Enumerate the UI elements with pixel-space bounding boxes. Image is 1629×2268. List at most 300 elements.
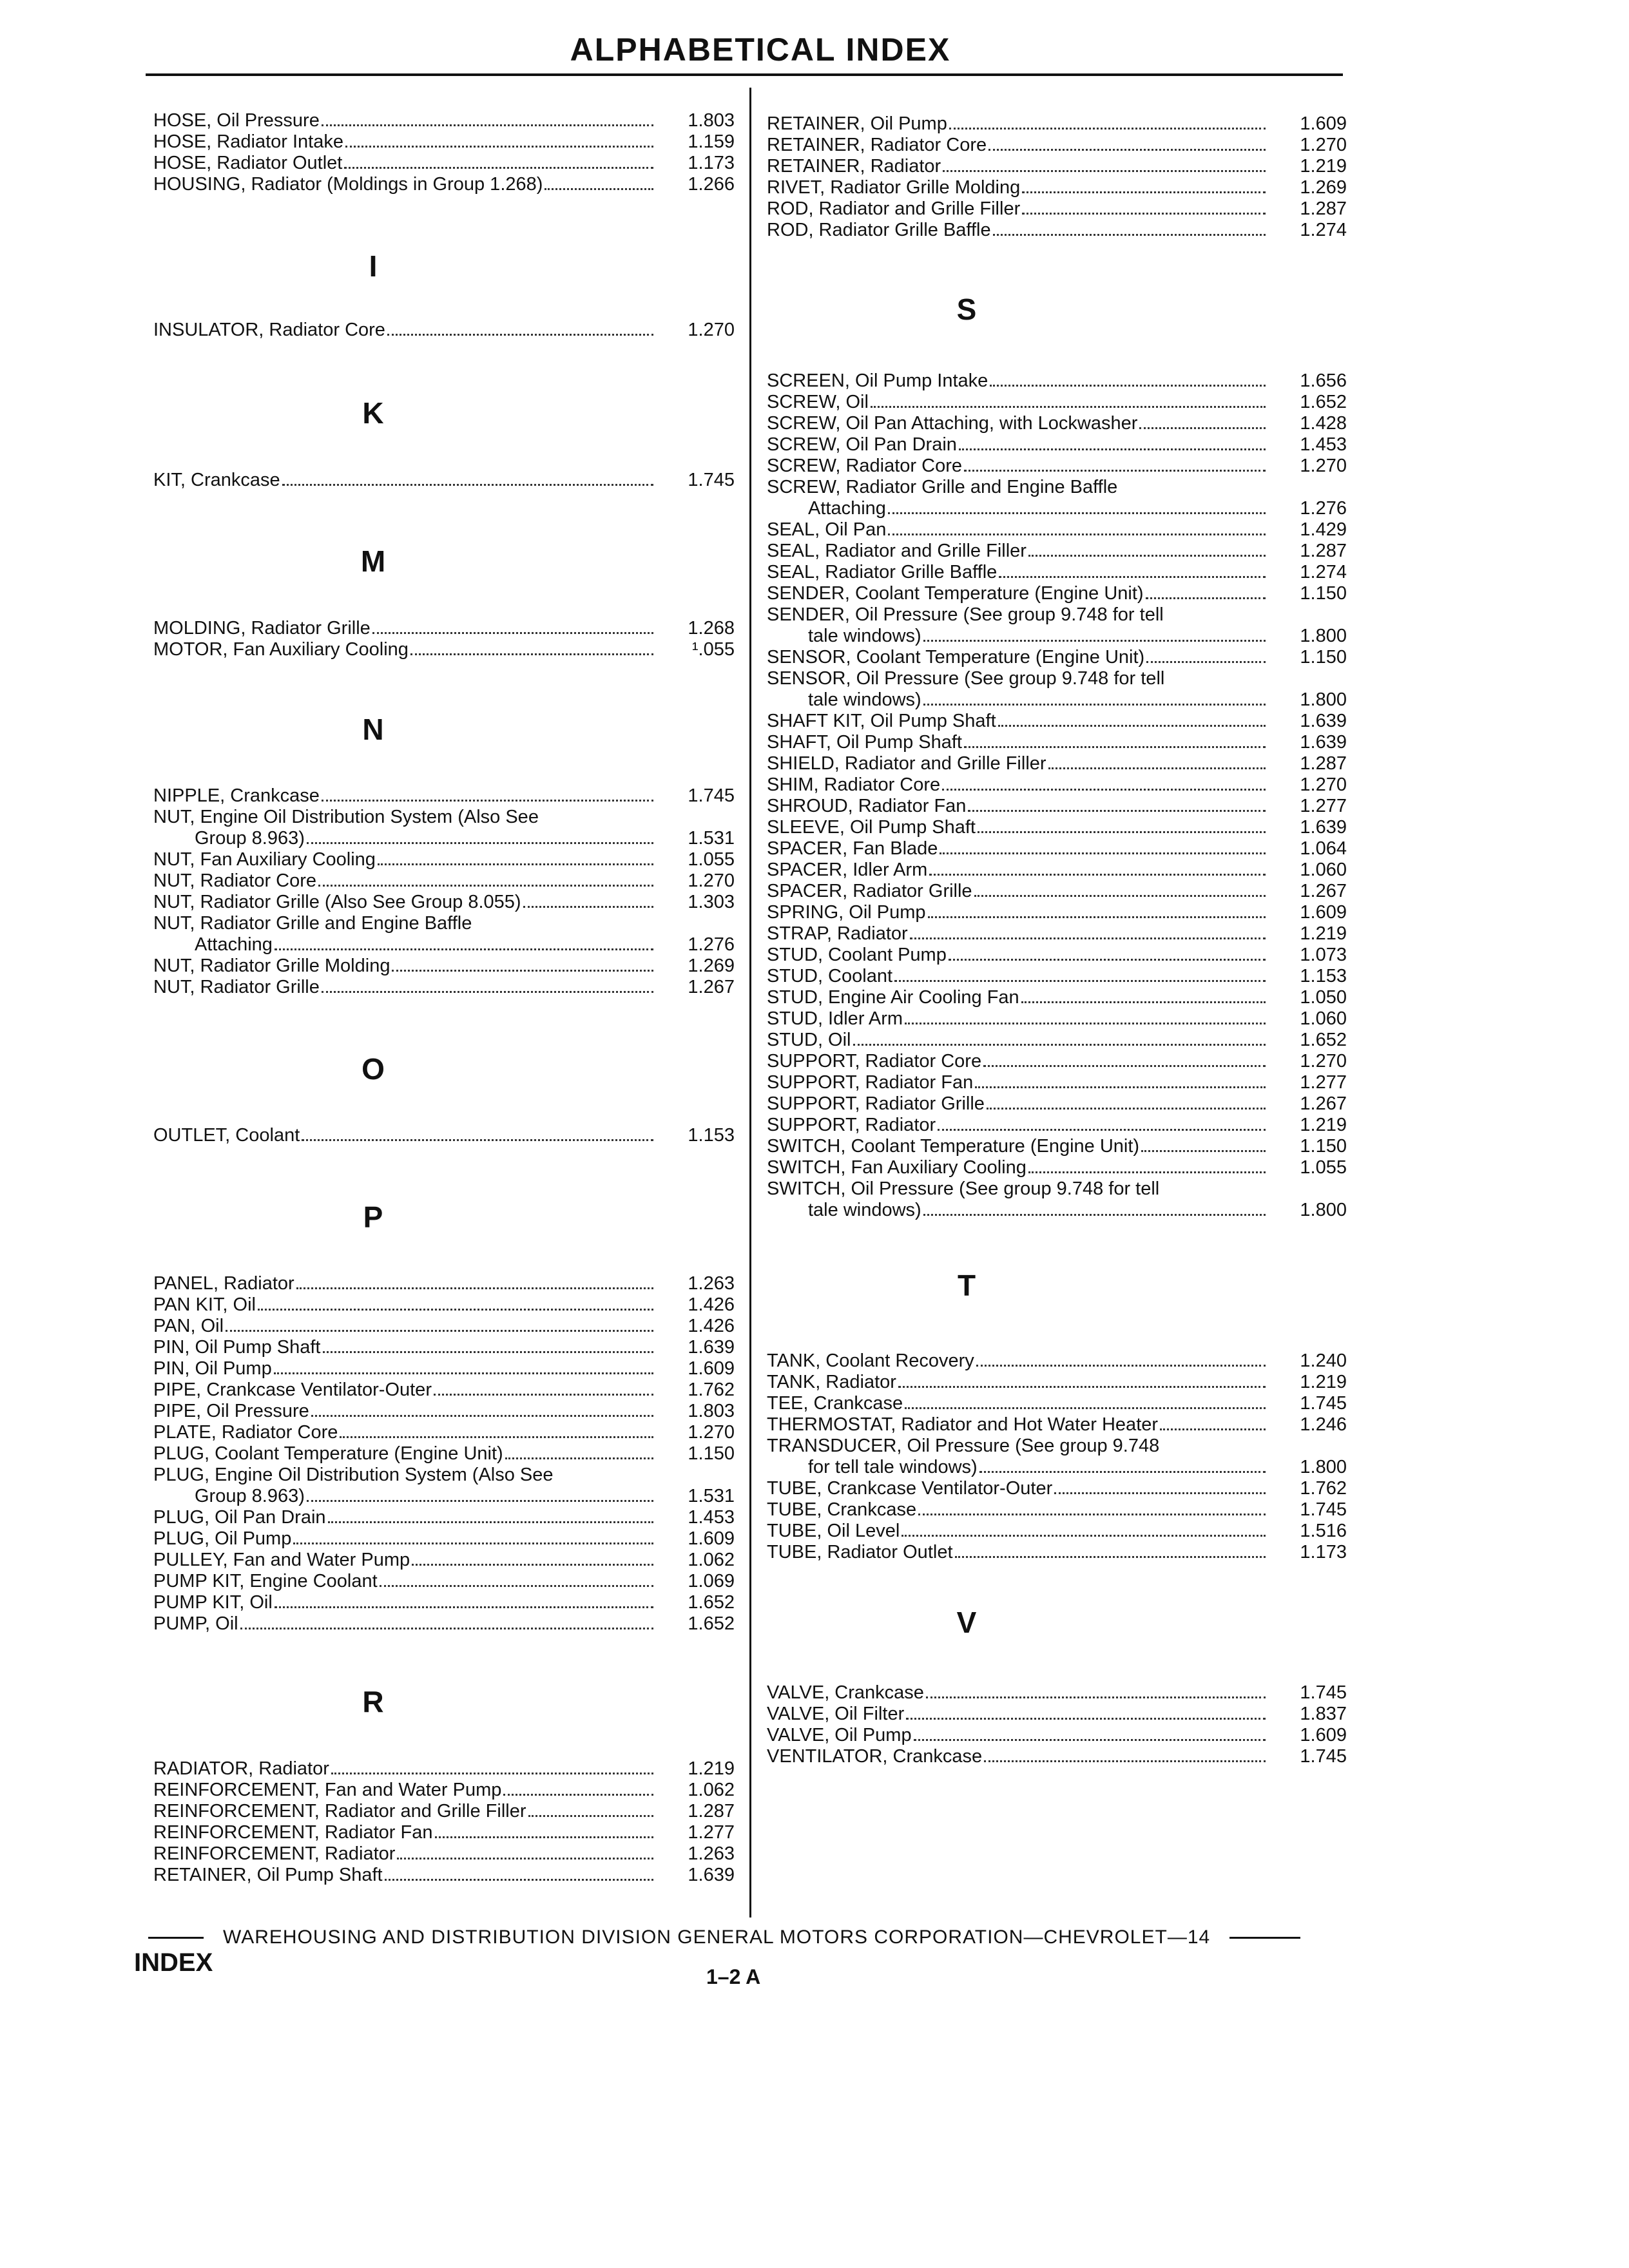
- entry-label: Group 8.963): [195, 828, 305, 849]
- index-entry-shaft-oil-pump-shaft: [767, 731, 1347, 753]
- index-entry-rod-radiator-grille-baffle: [767, 219, 1347, 241]
- entry-label: PLATE, Radiator Core: [153, 1422, 338, 1443]
- entry-label: SENDER, Coolant Temperature (Engine Unit): [767, 583, 1144, 604]
- entry-page-ref: 1.270: [1300, 135, 1347, 155]
- dot-leader: [387, 334, 653, 336]
- dot-leader: [923, 704, 1266, 706]
- entry-label: NUT, Radiator Grille (Also See Group 8.055): [153, 892, 521, 912]
- entry-page-ref: 1.159: [688, 131, 735, 152]
- entry-label: PLUG, Oil Pan Drain: [153, 1507, 326, 1528]
- entry-page-ref: 1.652: [1300, 392, 1347, 412]
- entry-label: REINFORCEMENT, Radiator and Grille Filler: [153, 1801, 526, 1821]
- entry-page-ref: 1.073: [1300, 945, 1347, 965]
- column-divider: [749, 88, 751, 1917]
- entry-page-ref: 1.453: [688, 1507, 735, 1528]
- index-entry-pin-oil-pump: [153, 1358, 735, 1379]
- index-entry-plug-engine-oil-distribution-system-also-see: [153, 1464, 735, 1486]
- dot-leader: [901, 1535, 1266, 1537]
- dot-leader: [296, 1287, 653, 1289]
- entry-label: SCREW, Oil Pan Drain: [767, 434, 957, 455]
- entry-page-ref: 1.269: [1300, 177, 1347, 198]
- dot-leader: [959, 448, 1266, 450]
- entry-label: SLEEVE, Oil Pump Shaft: [767, 817, 976, 838]
- entry-page-ref: 1.270: [688, 870, 735, 891]
- dot-leader: [929, 874, 1266, 876]
- index-entry-shaft-kit-oil-pump-shaft: [767, 710, 1347, 732]
- index-entry-panel-radiator: [153, 1273, 735, 1294]
- entry-label: PLUG, Engine Oil Distribution System (Also See: [153, 1465, 554, 1485]
- index-entry-stud-idler-arm: [767, 1008, 1347, 1030]
- dot-leader: [987, 1108, 1266, 1110]
- section-letter-s: S: [956, 293, 977, 326]
- entry-label: NUT, Radiator Core: [153, 870, 317, 891]
- entry-label: VALVE, Oil Pump: [767, 1725, 912, 1745]
- entry-label: PLUG, Coolant Temperature (Engine Unit): [153, 1443, 503, 1464]
- dot-leader: [523, 906, 653, 908]
- dot-leader: [322, 124, 653, 126]
- entry-label: SHAFT KIT, Oil Pump Shaft: [767, 711, 996, 731]
- entry-page-ref: 1.274: [1300, 562, 1347, 582]
- entry-label: NUT, Engine Oil Distribution System (Also See: [153, 807, 539, 827]
- entry-page-ref: 1.429: [1300, 519, 1347, 540]
- entry-page-ref: 1.277: [1300, 796, 1347, 816]
- index-entry-tube-crankcase: [767, 1499, 1347, 1521]
- index-entry-pulley-fan-and-water-pump: [153, 1549, 735, 1571]
- dot-leader: [914, 1739, 1266, 1741]
- dot-leader: [1146, 661, 1266, 663]
- entry-label: STUD, Engine Air Cooling Fan: [767, 987, 1019, 1008]
- entry-label: SCREW, Oil Pan Attaching, with Lockwasher: [767, 413, 1138, 434]
- dot-leader: [435, 1836, 654, 1838]
- dot-leader: [894, 980, 1266, 982]
- index-entry-radiator-radiator: [153, 1758, 735, 1780]
- entry-label: HOSE, Oil Pressure: [153, 110, 320, 131]
- footer-dash-right: [1229, 1937, 1300, 1939]
- index-entry-tee-crankcase: [767, 1392, 1347, 1414]
- entry-label: TEE, Crankcase: [767, 1393, 903, 1414]
- index-entry-plate-radiator-core: [153, 1421, 735, 1443]
- index-entry-valve-oil-filter: [767, 1703, 1347, 1725]
- footer: [148, 1925, 1327, 1950]
- dot-leader: [1160, 1428, 1266, 1430]
- index-entry-sensor-oil-pressure-see-group-9-748-for-tell: [767, 668, 1347, 689]
- index-entry-spacer-fan-blade: [767, 838, 1347, 860]
- index-entry-ventilator-crankcase: [767, 1745, 1347, 1767]
- dot-leader: [979, 1471, 1266, 1473]
- index-entry-switch-oil-pressure-see-group-9-748-for-tell: [767, 1178, 1347, 1200]
- dot-leader: [385, 1879, 653, 1881]
- entry-label: PUMP KIT, Oil: [153, 1592, 273, 1613]
- entry-label: PIPE, Crankcase Ventilator-Outer: [153, 1379, 432, 1400]
- entry-page-ref: 1.745: [1300, 1499, 1347, 1520]
- index-entry-outlet-coolant: [153, 1124, 735, 1146]
- dot-leader: [323, 1351, 654, 1353]
- entry-page-ref: 1.219: [1300, 156, 1347, 177]
- dot-leader: [923, 1214, 1266, 1216]
- index-entry-shield-radiator-and-grille-filler: [767, 753, 1347, 774]
- page-title: ALPHABETICAL INDEX: [570, 32, 951, 68]
- entry-page-ref: 1.150: [1300, 647, 1347, 668]
- dot-leader: [318, 885, 653, 887]
- entry-label: OUTLET, Coolant: [153, 1125, 300, 1146]
- entry-page-ref: 1.069: [688, 1571, 735, 1591]
- entry-page-ref: 1.531: [688, 1486, 735, 1506]
- entry-label: RETAINER, Oil Pump: [767, 113, 947, 134]
- dot-leader: [412, 1564, 653, 1566]
- entry-page-ref: 1.270: [1300, 774, 1347, 795]
- dot-leader: [990, 385, 1266, 387]
- index-entry-nut-radiator-grille-molding: [153, 955, 735, 977]
- index-entry-seal-radiator-and-grille-filler: [767, 540, 1347, 562]
- entry-page-ref: 1.428: [1300, 413, 1347, 434]
- entry-label: SCREW, Radiator Grille and Engine Baffle: [767, 477, 1118, 497]
- entry-page-ref: 1.287: [688, 1801, 735, 1821]
- entry-page-ref: 1.652: [688, 1613, 735, 1634]
- entry-label: NIPPLE, Crankcase: [153, 785, 320, 806]
- entry-page-ref: 1.219: [688, 1758, 735, 1779]
- index-entry-transducer-oil-pressure-see-group-9-748: [767, 1435, 1347, 1457]
- entry-label: tale windows): [808, 689, 921, 710]
- entry-label: ROD, Radiator and Grille Filler: [767, 198, 1021, 219]
- dot-leader: [949, 128, 1266, 130]
- title-rule: [146, 73, 1343, 76]
- section-letter-i: I: [369, 249, 378, 283]
- entry-page-ref: 1.277: [688, 1822, 735, 1843]
- entry-page-ref: 1.267: [1300, 881, 1347, 901]
- index-entry-rivet-radiator-grille-molding: [767, 177, 1347, 198]
- index-entry-sleeve-oil-pump-shaft: [767, 816, 1347, 838]
- entry-label: STUD, Oil: [767, 1030, 851, 1050]
- index-entry-sensor-coolant-temperature-engine-unit: [767, 646, 1347, 668]
- entry-page-ref: 1.609: [688, 1528, 735, 1549]
- entry-page-ref: 1.803: [688, 1401, 735, 1421]
- entry-label: TRANSDUCER, Oil Pressure (See group 9.748: [767, 1436, 1160, 1456]
- entry-label: TUBE, Crankcase Ventilator-Outer: [767, 1478, 1053, 1499]
- index-entry-sender-coolant-temperature-engine-unit: [767, 582, 1347, 604]
- index-entry-support-radiator-core: [767, 1050, 1347, 1072]
- dot-leader: [1139, 427, 1266, 429]
- index-entry-hose-oil-pressure: [153, 110, 735, 131]
- entry-label: PAN KIT, Oil: [153, 1294, 256, 1315]
- entry-page-ref: 1.064: [1300, 838, 1347, 859]
- entry-label: KIT, Crankcase: [153, 470, 280, 490]
- entry-page-ref: 1.277: [1300, 1072, 1347, 1093]
- entry-label: NUT, Radiator Grille and Engine Baffle: [153, 913, 472, 934]
- entry-label: SEAL, Radiator Grille Baffle: [767, 562, 998, 582]
- section-letter-o: O: [361, 1052, 385, 1086]
- entry-label: SENSOR, Coolant Temperature (Engine Unit): [767, 647, 1145, 668]
- index-entry-valve-crankcase: [767, 1682, 1347, 1704]
- entry-label: THERMOSTAT, Radiator and Hot Water Heater: [767, 1414, 1159, 1435]
- entry-label: RETAINER, Radiator: [767, 156, 941, 177]
- index-entry-spring-oil-pump: [767, 901, 1347, 923]
- dot-leader: [999, 576, 1266, 578]
- dot-leader: [503, 1794, 653, 1796]
- dot-leader: [275, 1606, 653, 1608]
- entry-page-ref: 1.060: [1300, 1008, 1347, 1029]
- entry-page-ref: 1.240: [1300, 1350, 1347, 1371]
- index-entry-tube-radiator-outlet: [767, 1541, 1347, 1563]
- index-entry-tale-windows: [767, 689, 1347, 711]
- dot-leader: [940, 852, 1266, 854]
- entry-page-ref: 1.639: [1300, 732, 1347, 753]
- entry-label: SCREEN, Oil Pump Intake: [767, 370, 988, 391]
- index-entry-insulator-radiator-core: [153, 319, 735, 341]
- dot-leader: [380, 1585, 653, 1587]
- index-entry-nut-radiator-grille-also-see-group-8-055: [153, 891, 735, 913]
- dot-leader: [545, 188, 653, 190]
- entry-page-ref: 1.762: [1300, 1478, 1347, 1499]
- entry-label: REINFORCEMENT, Fan and Water Pump: [153, 1780, 502, 1800]
- entry-page-ref: 1.150: [1300, 583, 1347, 604]
- index-entry-screen-oil-pump-intake: [767, 370, 1347, 392]
- entry-page-ref: 1.267: [1300, 1093, 1347, 1114]
- dot-leader: [1048, 767, 1266, 769]
- index-entry-spacer-idler-arm: [767, 859, 1347, 881]
- entry-page-ref: 1.062: [688, 1780, 735, 1800]
- entry-page-ref: 1.060: [1300, 860, 1347, 880]
- entry-label: TUBE, Oil Level: [767, 1521, 900, 1541]
- index-entry-support-radiator-fan: [767, 1072, 1347, 1093]
- entry-label: SWITCH, Oil Pressure (See group 9.748 for tell: [767, 1178, 1160, 1199]
- entry-label: STRAP, Radiator: [767, 923, 908, 944]
- entry-label: SPACER, Idler Arm: [767, 860, 928, 880]
- dot-leader: [240, 1628, 653, 1629]
- index-entry-retainer-radiator: [767, 155, 1347, 177]
- entry-page-ref: 1.150: [1300, 1136, 1347, 1157]
- dot-leader: [888, 512, 1266, 514]
- index-entry-pin-oil-pump-shaft: [153, 1336, 735, 1358]
- section-letter-v: V: [956, 1606, 977, 1639]
- section-letter-r: R: [362, 1685, 384, 1718]
- entry-label: RETAINER, Radiator Core: [767, 135, 987, 155]
- dot-leader: [1054, 1492, 1266, 1494]
- index-entry-plug-coolant-temperature-engine-unit: [153, 1443, 735, 1465]
- index-entry-attaching: [767, 497, 1347, 519]
- dot-leader: [928, 916, 1266, 918]
- entry-page-ref: 1.219: [1300, 923, 1347, 944]
- entry-label: PIN, Oil Pump: [153, 1358, 272, 1379]
- entry-label: RETAINER, Oil Pump Shaft: [153, 1865, 383, 1885]
- index-entry-shroud-radiator-fan: [767, 795, 1347, 817]
- entry-page-ref: 1.639: [688, 1865, 735, 1885]
- index-entry-stud-coolant: [767, 965, 1347, 987]
- entry-page-ref: 1.745: [688, 785, 735, 806]
- entry-page-ref: 1.426: [688, 1294, 735, 1315]
- index-entry-hose-radiator-outlet: [153, 152, 735, 174]
- dot-leader: [906, 1718, 1266, 1720]
- index-entry-attaching: [153, 934, 735, 956]
- index-entry-pan-oil: [153, 1315, 735, 1337]
- section-letter-n: N: [362, 713, 384, 746]
- dot-leader: [1146, 597, 1266, 599]
- entry-label: for tell tale windows): [808, 1457, 978, 1477]
- dot-leader: [372, 632, 653, 634]
- dot-leader: [905, 1407, 1266, 1409]
- dot-leader: [918, 1514, 1266, 1515]
- index-entry-tube-crankcase-ventilator-outer: [767, 1477, 1347, 1499]
- entry-label: PAN, Oil: [153, 1316, 224, 1336]
- dot-leader: [302, 1139, 653, 1141]
- entry-label: MOTOR, Fan Auxiliary Cooling: [153, 639, 409, 660]
- entry-label: SHIM, Radiator Core: [767, 774, 941, 795]
- entry-label: RIVET, Radiator Grille Molding: [767, 177, 1021, 198]
- entry-label: PIPE, Oil Pressure: [153, 1401, 309, 1421]
- entry-label: SWITCH, Fan Auxiliary Cooling: [767, 1157, 1027, 1178]
- dot-leader: [397, 1858, 653, 1860]
- entry-label: SCREW, Oil: [767, 392, 869, 412]
- dot-leader: [978, 831, 1266, 833]
- entry-label: NUT, Radiator Grille Molding: [153, 956, 390, 976]
- entry-label: Group 8.963): [195, 1486, 305, 1506]
- dot-leader: [998, 725, 1266, 727]
- entry-page-ref: 1.652: [688, 1592, 735, 1613]
- index-entry-retainer-oil-pump-shaft: [153, 1864, 735, 1886]
- entry-page-ref: 1.246: [1300, 1414, 1347, 1435]
- index-entry-support-radiator: [767, 1114, 1347, 1136]
- dot-leader: [344, 167, 653, 169]
- index-entry-switch-fan-auxiliary-cooling: [767, 1157, 1347, 1178]
- footer-dash-left: [148, 1937, 204, 1939]
- index-entry-group-8-963: [153, 827, 735, 849]
- entry-label: STUD, Coolant Pump: [767, 945, 947, 965]
- index-entry-pump-kit-engine-coolant: [153, 1570, 735, 1592]
- entry-label: ROD, Radiator Grille Baffle: [767, 220, 991, 240]
- entry-label: SPRING, Oil Pump: [767, 902, 926, 923]
- entry-label: TUBE, Crankcase: [767, 1499, 917, 1520]
- index-entry-screw-oil: [767, 391, 1347, 413]
- entry-page-ref: 1.745: [1300, 1746, 1347, 1767]
- index-entry-nut-radiator-grille: [153, 976, 735, 998]
- entry-page-ref: 1.219: [1300, 1372, 1347, 1392]
- index-entry-tale-windows: [767, 625, 1347, 647]
- index-entry-support-radiator-grille: [767, 1093, 1347, 1115]
- entry-page-ref: 1.745: [1300, 1682, 1347, 1703]
- entry-page-ref: 1.287: [1300, 541, 1347, 561]
- index-entry-nut-radiator-core: [153, 870, 735, 892]
- dot-leader: [910, 937, 1266, 939]
- dot-leader: [226, 1330, 653, 1332]
- entry-label: MOLDING, Radiator Grille: [153, 618, 371, 639]
- entry-label: SCREW, Radiator Core: [767, 456, 962, 476]
- entry-page-ref: 1.652: [1300, 1030, 1347, 1050]
- entry-page-ref: 1.609: [1300, 1725, 1347, 1745]
- index-entry-pipe-crankcase-ventilator-outer: [153, 1379, 735, 1401]
- dot-leader: [1028, 555, 1266, 557]
- entry-label: tale windows): [808, 1200, 921, 1220]
- index-entry-tank-coolant-recovery: [767, 1350, 1347, 1372]
- index-entry-reinforcement-radiator: [153, 1843, 735, 1865]
- dot-leader: [988, 149, 1266, 151]
- index-entry-strap-radiator: [767, 923, 1347, 945]
- dot-leader: [1141, 1150, 1266, 1152]
- dot-leader: [968, 810, 1266, 812]
- entry-page-ref: ¹.055: [691, 639, 735, 660]
- index-entry-plug-oil-pump: [153, 1528, 735, 1550]
- entry-label: INSULATOR, Radiator Core: [153, 320, 385, 340]
- dot-leader: [505, 1457, 653, 1459]
- entry-page-ref: 1.062: [688, 1550, 735, 1570]
- section-letter-t: T: [957, 1269, 976, 1302]
- dot-leader: [274, 1372, 653, 1374]
- entry-page-ref: 1.270: [1300, 1051, 1347, 1072]
- entry-page-ref: 1.263: [688, 1843, 735, 1864]
- entry-label: STUD, Idler Arm: [767, 1008, 903, 1029]
- entry-page-ref: 1.267: [688, 977, 735, 997]
- entry-page-ref: 1.800: [1300, 689, 1347, 710]
- entry-page-ref: 1.050: [1300, 987, 1347, 1008]
- dot-leader: [328, 1521, 653, 1523]
- dot-leader: [853, 1044, 1266, 1046]
- dot-leader: [943, 170, 1266, 172]
- section-letter-m: M: [360, 544, 386, 578]
- entry-label: PUMP KIT, Engine Coolant: [153, 1571, 378, 1591]
- entry-label: SEAL, Radiator and Grille Filler: [767, 541, 1027, 561]
- index-entry-group-8-963: [153, 1485, 735, 1507]
- index-entry-reinforcement-fan-and-water-pump: [153, 1779, 735, 1801]
- entry-page-ref: 1.426: [688, 1316, 735, 1336]
- entry-page-ref: 1.153: [1300, 966, 1347, 986]
- entry-page-ref: 1.745: [1300, 1393, 1347, 1414]
- index-entry-retainer-oil-pump: [767, 113, 1347, 135]
- dot-leader: [1022, 213, 1266, 215]
- index-entry-pan-kit-oil: [153, 1294, 735, 1316]
- entry-page-ref: 1.609: [1300, 113, 1347, 134]
- footer-text: WAREHOUSING AND DISTRIBUTION DIVISION GENERAL MOTORS CORPORATION—CHEVROLET—14: [223, 1927, 1211, 1948]
- dot-leader: [307, 842, 653, 844]
- entry-label: SENDER, Oil Pressure (See group 9.748 for tell: [767, 604, 1164, 625]
- entry-page-ref: 1.270: [688, 320, 735, 340]
- dot-leader: [1022, 191, 1266, 193]
- entry-page-ref: 1.287: [1300, 753, 1347, 774]
- dot-leader: [311, 1415, 653, 1417]
- dot-leader: [976, 1365, 1266, 1367]
- dot-leader: [307, 1500, 653, 1502]
- entry-label: SUPPORT, Radiator: [767, 1115, 936, 1135]
- entry-label: SEAL, Oil Pan: [767, 519, 887, 540]
- index-entry-seal-radiator-grille-baffle: [767, 561, 1347, 583]
- dot-leader: [322, 991, 653, 993]
- dot-leader: [392, 970, 653, 972]
- entry-page-ref: 1.150: [688, 1443, 735, 1464]
- entry-page-ref: 1.153: [688, 1125, 735, 1146]
- index-entry-stud-coolant-pump: [767, 944, 1347, 966]
- entry-label: VENTILATOR, Crankcase: [767, 1746, 983, 1767]
- index-entry-stud-engine-air-cooling-fan: [767, 986, 1347, 1008]
- index-entry-sender-oil-pressure-see-group-9-748-for-tell: [767, 604, 1347, 626]
- dot-leader: [949, 959, 1266, 961]
- index-entry-screw-oil-pan-drain: [767, 434, 1347, 456]
- dot-leader: [345, 146, 653, 148]
- entry-page-ref: 1.800: [1300, 626, 1347, 646]
- entry-page-ref: 1.276: [1300, 498, 1347, 519]
- entry-page-ref: 1.803: [688, 110, 735, 131]
- entry-page-ref: 1.287: [1300, 198, 1347, 219]
- index-entry-housing-radiator-moldings-in-group-1-268: [153, 173, 735, 195]
- index-entry-stud-oil: [767, 1029, 1347, 1051]
- entry-label: Attaching: [195, 934, 273, 955]
- dot-leader: [923, 640, 1266, 642]
- dot-leader: [993, 234, 1266, 236]
- page-number: 1–2 A: [706, 1965, 761, 1988]
- dot-leader: [258, 1309, 653, 1311]
- index-entry-retainer-radiator-core: [767, 134, 1347, 156]
- entry-label: STUD, Coolant: [767, 966, 893, 986]
- entry-label: RADIATOR, Radiator: [153, 1758, 329, 1779]
- index-entry-switch-coolant-temperature-engine-unit: [767, 1135, 1347, 1157]
- entry-label: SHROUD, Radiator Fan: [767, 796, 967, 816]
- entry-label: SHAFT, Oil Pump Shaft: [767, 732, 962, 753]
